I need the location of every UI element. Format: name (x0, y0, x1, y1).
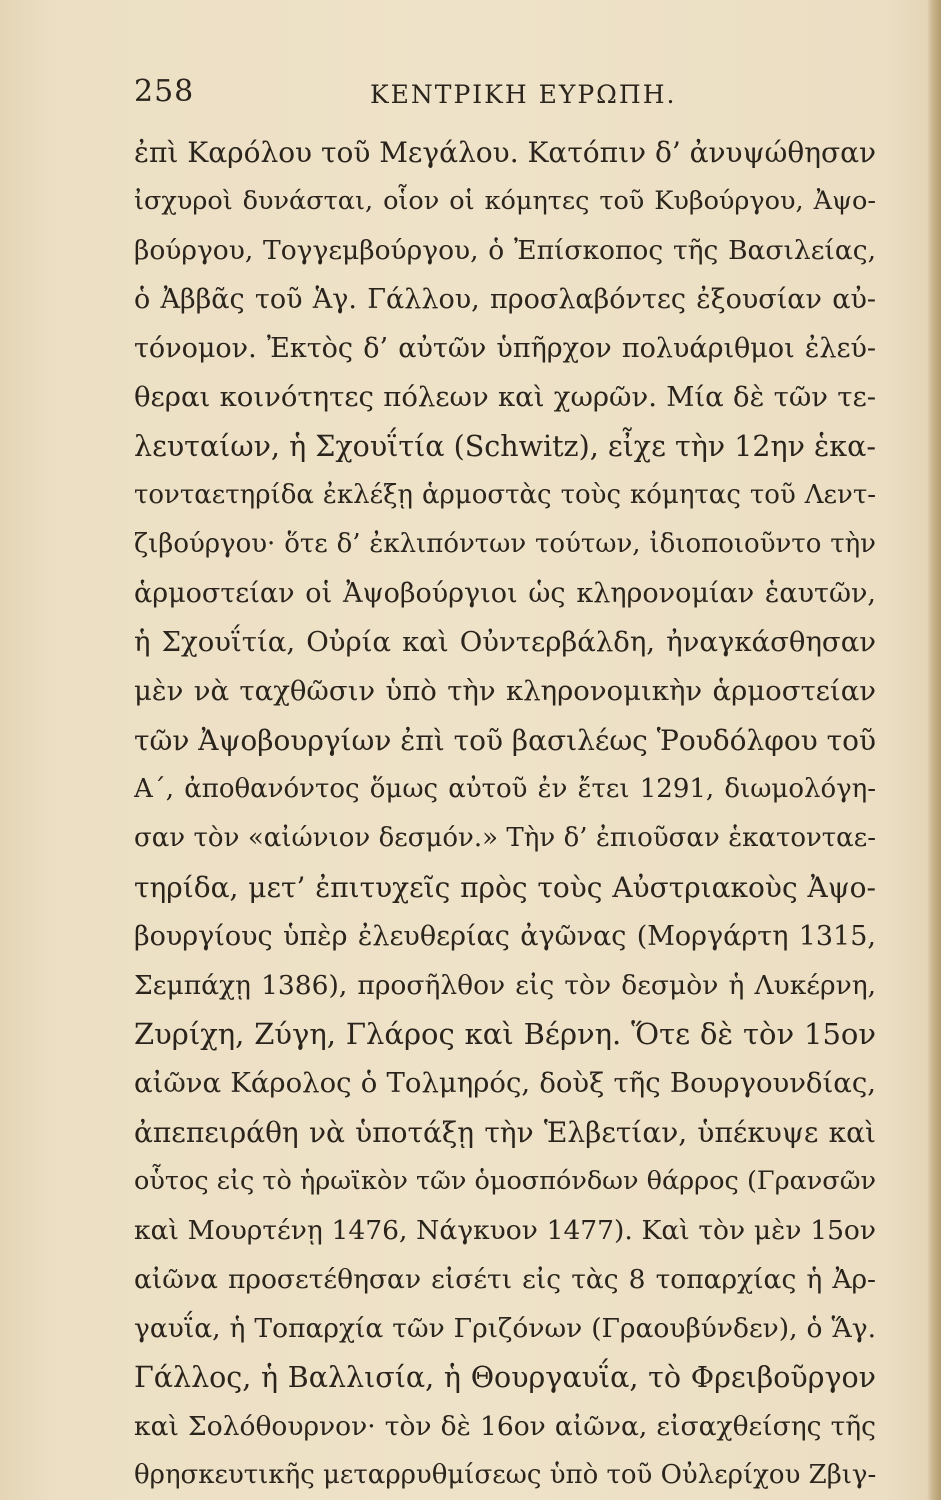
text-line: τῶν Ἀψοβουργίων ἐπὶ τοῦ βασιλέως Ῥουδόλφου τοῦ (134, 724, 876, 757)
text-line: οὗτος εἰς τὸ ἡρωϊκὸν τῶν ὁμοσπόνδων θάρρος (Γρανσῶν (134, 1166, 876, 1196)
page-number: 258 (134, 74, 195, 109)
text-line: βουργίους ὑπὲρ ἐλευθερίας ἀγῶνας (Μοργάρτη 1315, (134, 921, 876, 952)
text-line: τόνομον. Ἐκτὸς δ’ αὐτῶν ὑπῆρχον πολυάριθμοι ἐλεύ- (134, 333, 876, 364)
text-line: ζιβούργου· ὅτε δ’ ἐκλιπόντων τούτων, ἰδιοποιοῦντο τὴν (134, 529, 876, 559)
text-line: σαν τὸν «αἰώνιον δεσμόν.» Τὴν δ’ ἐπιοῦσαν ἑκατονταε- (134, 823, 876, 853)
text-line: ἐπὶ Καρόλου τοῦ Μεγάλου. Κατόπιν δ’ ἀνυψώθησαν (134, 136, 876, 169)
text-line: μὲν νὰ ταχθῶσιν ὑπὸ τὴν κληρονομικὴν ἁρμοστείαν (134, 675, 876, 707)
text-line: ὁ Ἀββᾶς τοῦ Ἁγ. Γάλλου, προσλαβόντες ἐξουσίαν αὐ- (134, 284, 876, 315)
text-line: τονταετηρίδα ἐκλέξῃ ἁρμοστὰς τοὺς κόμητας τοῦ Λεντ- (134, 480, 876, 510)
text-line: γαυΐα, ἡ Τοπαρχία τῶν Γριζόνων (Γραουβύνδεν), ὁ Ἅγ. (134, 1313, 876, 1344)
text-line: Γάλλος, ἡ Βαλλισία, ἡ Θουργαυΐα, τὸ Φρειβοῦργον (134, 1361, 876, 1394)
text-line: τηρίδα, μετ’ ἐπιτυχεῖς πρὸς τοὺς Αὐστριακοὺς Ἀψο- (134, 871, 876, 904)
text-line: αἰῶνα προσετέθησαν εἰσέτι εἰς τὰς 8 τοπαρχίας ἡ Ἀρ- (134, 1264, 876, 1295)
text-line: ἀπεπειράθη νὰ ὑποτάξῃ τὴν Ἑλβετίαν, ὑπέκυψε καὶ (134, 1116, 876, 1149)
text-line: καὶ Σολόθουρνον· τὸν δὲ 16ον αἰῶνα, εἰσαχθείσης τῆς (134, 1411, 876, 1442)
text-line: λευταίων, ἡ Σχουΐτία (Schwitz), εἶχε τὴν 12ην ἑκα- (134, 430, 876, 463)
page-edge-shadow (927, 0, 941, 1500)
text-line: ἡ Σχουΐτία, Οὐρία καὶ Οὐντερβάλδη, ἠναγκάσθησαν (134, 626, 876, 658)
text-line: βούργου, Τογγεμβούργου, ὁ Ἐπίσκοπος τῆς Βασιλείας, (134, 235, 876, 266)
text-line: θρησκευτικῆς μεταρρυθμίσεως ὑπὸ τοῦ Οὐλερίχου Ζβιγ- (134, 1460, 876, 1490)
text-line: ἰσχυροὶ δυνάσται, οἷον οἱ κόμητες τοῦ Κυβούργου, Ἀψο- (134, 186, 876, 216)
text-line: Α΄, ἀποθανόντος ὅμως αὐτοῦ ἐν ἔτει 1291, διωμολόγη- (134, 774, 876, 804)
text-line: θεραι κοινότητες πόλεων καὶ χωρῶν. Μία δὲ τῶν τε- (134, 381, 876, 413)
body-text (134, 128, 876, 1500)
running-title: ΚΕΝΤΡΙΚΗ ΕΥΡΩΠΗ. (370, 80, 677, 109)
text-line: αἰῶνα Κάρολος ὁ Τολμηρός, δοὺξ τῆς Βουργουνδίας, (134, 1067, 876, 1099)
page-header (134, 70, 874, 120)
text-line: καὶ Μουρτένῃ 1476, Νάγκυον 1477). Καὶ τὸν μὲν 15ον (134, 1215, 876, 1246)
text-line: ἁρμοστείαν οἱ Ἀψοβούργιοι ὡς κληρονομίαν ἑαυτῶν, (134, 578, 876, 609)
text-line: Ζυρίχη, Ζύγη, Γλάρος καὶ Βέρνη. Ὅτε δὲ τὸν 15ον (134, 1017, 876, 1051)
text-line: Σεμπάχῃ 1386), προσῆλθον εἰς τὸν δεσμὸν ἡ Λυκέρνη, (134, 970, 876, 1001)
